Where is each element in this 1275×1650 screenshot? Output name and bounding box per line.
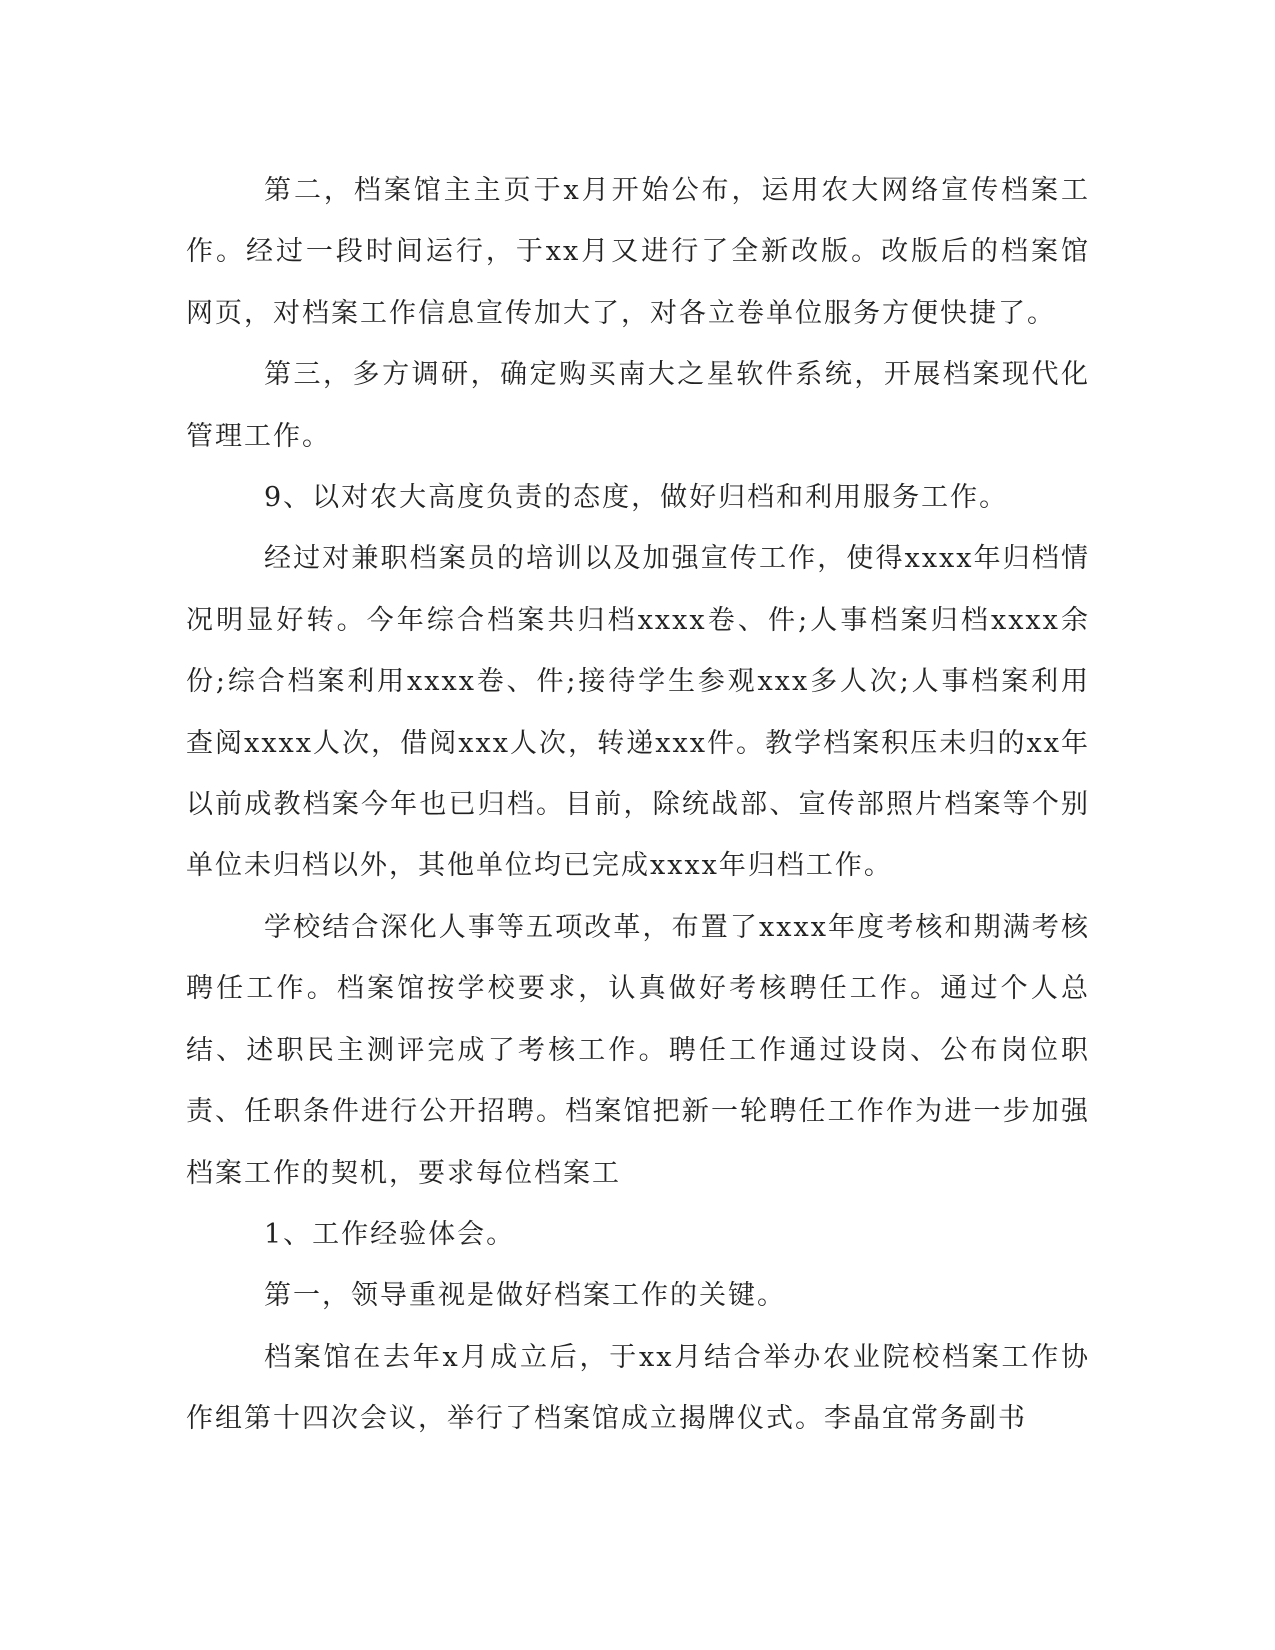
- document-body: [186, 160, 1090, 1450]
- paragraph-3: 9、以对农大高度负责的态度，做好归档和利用服务工作。: [264, 482, 1009, 514]
- paragraph-6: 1、工作经验体会。: [264, 1218, 516, 1250]
- paragraph-1: 第二，档案馆主主页于x月开始公布，运用农大网络宣传档案工作。经过一段时间运行，于xx月又进行了全新改版。改版后的档案馆网页，对档案工作信息宣传加大了，对各立卷单位服务方便快捷了。: [186, 175, 1090, 329]
- paragraph-8: 档案馆在去年x月成立后，于xx月结合举办农业院校档案工作协作组第十四次会议，举行了档案馆成立揭牌仪式。李晶宜常务副书: [186, 1341, 1090, 1435]
- paragraph-4: 经过对兼职档案员的培训以及加强宣传工作，使得xxxx年归档情况明显好转。今年综合档案共归档xxxx卷、件;人事档案归档xxxx余份;综合档案利用xxxx卷、件;接待学生参观xxx多人次;人事档案利用查阅xxxx人次，借阅xxx人次，转递xxx件。教学档案积压未归的xx年以前成教档案今年也已归档。目前，除统战部、宣传部照片档案等个别单位未归档以外，其他单位均已完成xxxx年归档工作。: [186, 543, 1090, 882]
- paragraph-2: 第三，多方调研，确定购买南大之星软件系统，开展档案现代化管理工作。: [186, 359, 1090, 452]
- paragraph-5: 学校结合深化人事等五项改革，布置了xxxx年度考核和期满考核聘任工作。档案馆按学校要求，认真做好考核聘任工作。通过个人总结、述职民主测评完成了考核工作。聘任工作通过设岗、公布岗位职责、任职条件进行公开招聘。档案馆把新一轮聘任工作作为进一步加强档案工作的契机，要求每位档案工: [186, 911, 1090, 1189]
- paragraph-7: 第一，领导重视是做好档案工作的关键。: [264, 1280, 786, 1312]
